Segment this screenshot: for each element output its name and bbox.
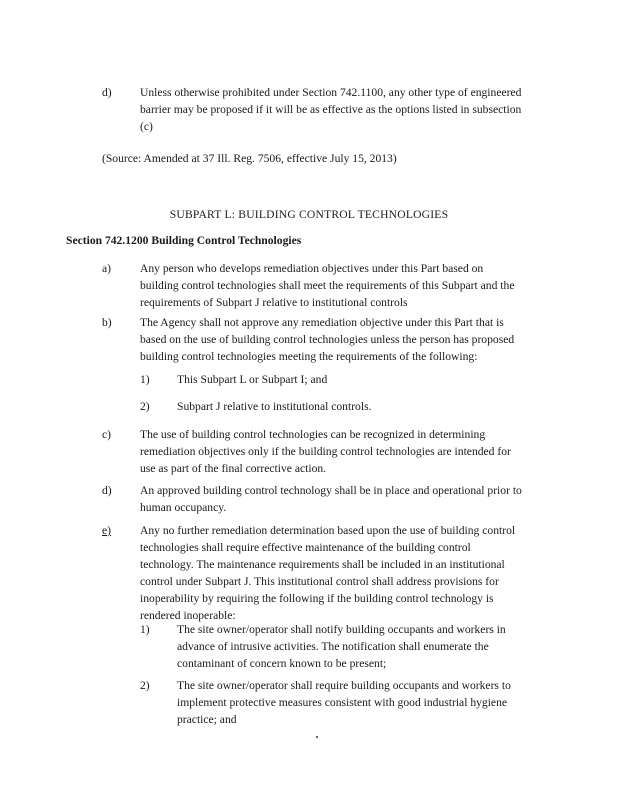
paragraph-d-top-text: Unless otherwise prohibited under Section 742.1100, any other type of engineered barrier may be proposed if it will be as effective as the options listed in subsection (c) [140,86,522,133]
subparagraph-label: 2) [140,400,150,413]
paragraph-label: e) [102,524,112,537]
subparagraph-text: The site owner/operator shall require building occupants and workers to implement protective measures consistent with good industrial hygiene practice; and [177,679,511,726]
subparagraph-text: The site owner/operator shall notify building occupants and workers in advance of intrusive activities. The notification shall enumerate the contaminant of concern known to be present; [177,623,506,670]
paragraph-text: The Agency shall not approve any remediation objective under this Part that is based on the use of building control technologies unless the person has proposed building control technologies meeting the requirements of the following: [140,316,515,363]
paragraph-label: c) [102,428,112,441]
paragraph-d-top-label: d) [102,86,112,99]
paragraph-text: Any no further remediation determination based upon the use of building control technologies shall require effective maintenance of the building control technology. The maintenance requirements shall be included in an institutional control under Subpart J. This institutional control shall address provisions for inoperability by requiring the following if the building control technology is rendered inoperable: [140,524,516,622]
paragraph-text: The use of building control technologies can be recognized in determining remediation objectives only if the building control technologies are intended for use as part of the final corrective action. [140,428,511,475]
subparagraph-label: 1) [140,623,150,636]
scan-speck [316,736,318,738]
subpart-title: SUBPART L: BUILDING CONTROL TECHNOLOGIES [169,208,449,221]
subparagraph-text: This Subpart L or Subpart I; and [177,373,328,386]
source-note: (Source: Amended at 37 Ill. Reg. 7506, effective July 15, 2013) [102,152,397,165]
subparagraph-text: Subpart J relative to institutional controls. [177,400,372,413]
paragraph-label: d) [102,484,112,497]
paragraph-label: a) [102,262,112,275]
paragraph-label: b) [102,316,112,329]
subparagraph-label: 1) [140,373,150,386]
subparagraph-label: 2) [140,679,150,692]
paragraph-text: Any person who develops remediation objectives under this Part based on building control technologies shall meet the requirements of this Subpart and the requirements of Subpart J relative to institutional controls [140,262,515,309]
paragraph-text: An approved building control technology shall be in place and operational prior to human occupancy. [140,484,522,514]
section-heading: Section 742.1200 Building Control Technologies [66,234,302,247]
